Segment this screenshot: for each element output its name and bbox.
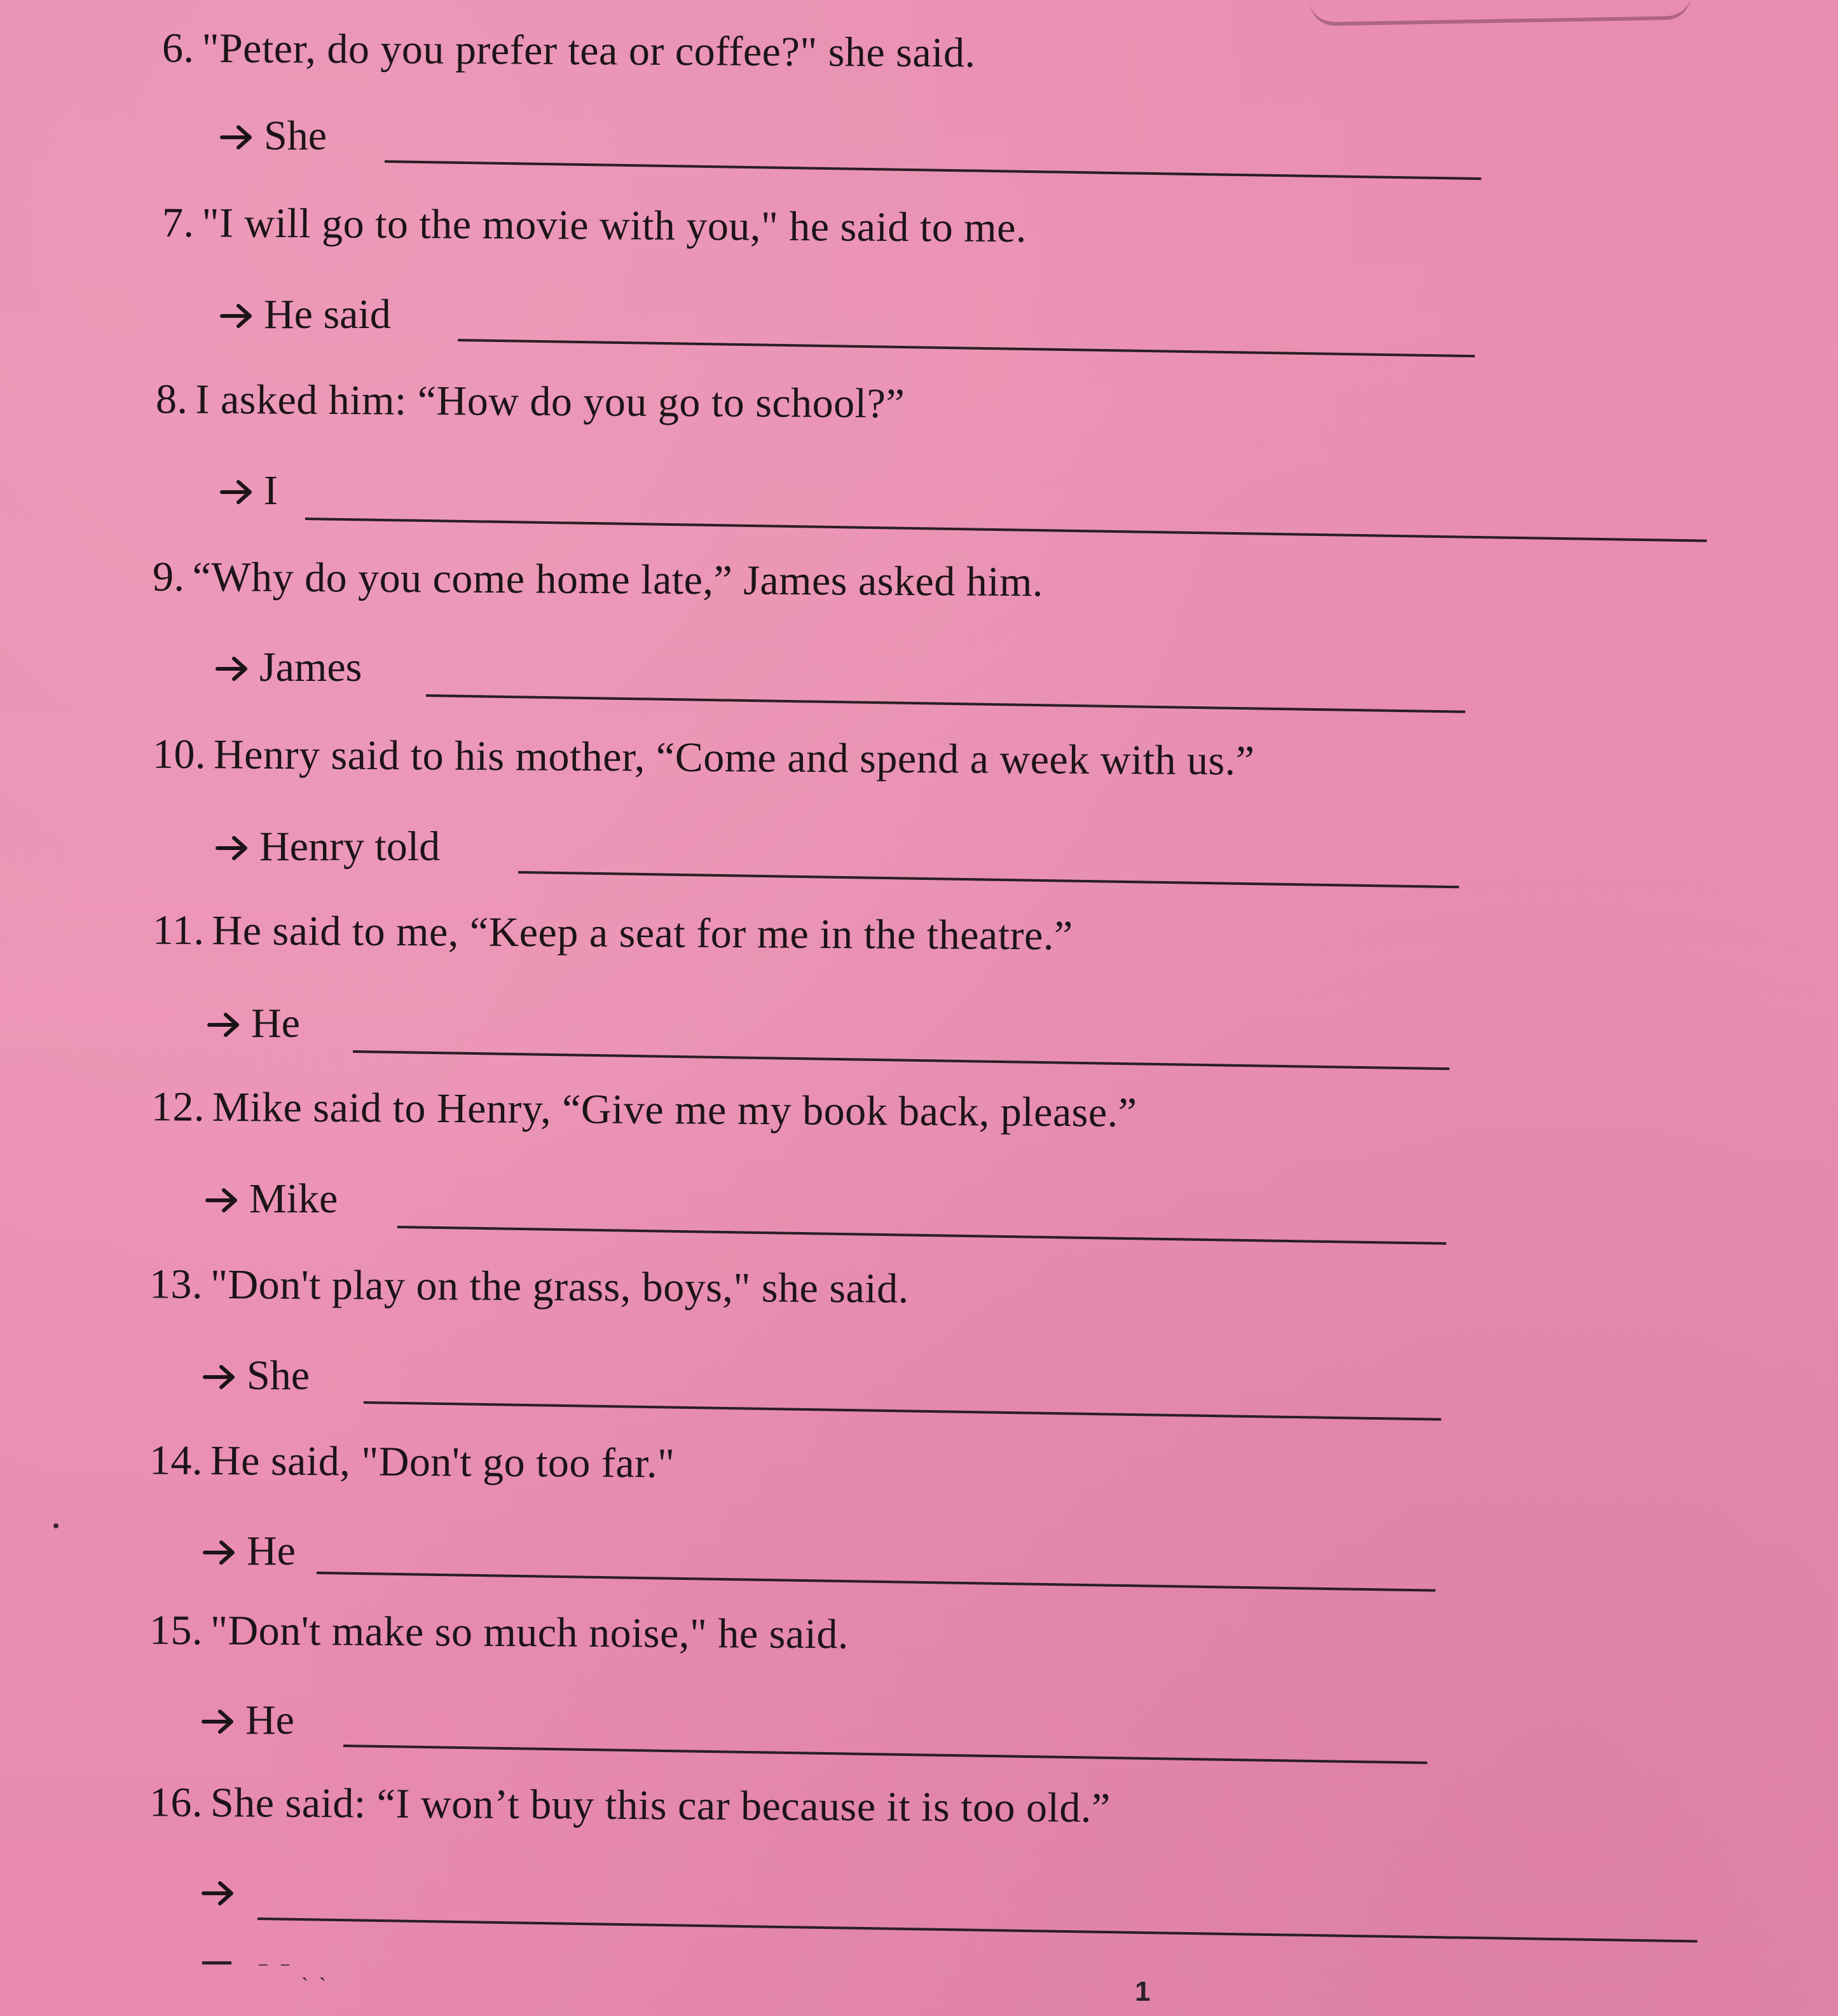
answer-row [219, 465, 278, 516]
answer-row [215, 642, 362, 693]
answer-line[interactable] [305, 518, 1707, 542]
exercise-7 [0, 194, 1838, 366]
answer-start: He [245, 1697, 294, 1743]
arrow-right-icon [215, 655, 250, 683]
page-number: 1 [1135, 1976, 1151, 2007]
question-text [162, 198, 1027, 254]
question-text [153, 729, 1255, 787]
question-number: 10. [152, 730, 207, 778]
exercise-6 [0, 19, 1838, 191]
question-number: 8. [155, 376, 188, 423]
question-text [149, 1605, 849, 1661]
question-number: 7. [161, 199, 195, 247]
answer-row [219, 111, 327, 161]
answer-start: He [247, 1528, 296, 1574]
answer-row [215, 821, 440, 872]
footer-marks: ⁻ ⁻ ˏ ˎ [257, 1958, 329, 1981]
answer-start: Mike [249, 1176, 338, 1222]
question-text [151, 1081, 1137, 1138]
question-sentence: "Don't make so much noise," he said. [210, 1607, 849, 1658]
answer-start: He said [264, 291, 391, 338]
exercise-8 [0, 370, 1838, 542]
arrow-right-icon [201, 1879, 237, 1907]
answer-line[interactable] [257, 1917, 1697, 1943]
exercise-10 [0, 726, 1838, 898]
question-number: 12. [151, 1083, 205, 1130]
question-sentence: "Don't play on the grass, boys," she said. [210, 1261, 909, 1312]
question-sentence: "I will go to the movie with you," he said to me. [202, 200, 1027, 252]
exercise-11 [0, 902, 1838, 1073]
arrow-right-icon [202, 1539, 238, 1567]
exercise-12 [0, 1078, 1838, 1250]
answer-row [201, 1695, 294, 1746]
answer-line[interactable] [426, 694, 1465, 713]
question-sentence: Henry said to his mother, “Come and spend a week with us.” [213, 731, 1255, 785]
answer-start: She [264, 113, 327, 159]
question-text [153, 552, 1043, 608]
answer-row [201, 1867, 245, 1917]
answer-start: She [247, 1352, 310, 1399]
question-sentence: “Why do you come home late,” James asked him. [192, 554, 1044, 606]
answer-line[interactable] [458, 339, 1475, 357]
question-number: 15. [149, 1607, 203, 1654]
question-text [162, 23, 976, 79]
answer-line[interactable] [343, 1745, 1427, 1764]
arrow-right-icon [215, 834, 250, 862]
answer-line[interactable] [317, 1572, 1436, 1592]
answer-row [205, 1174, 338, 1224]
question-text [156, 374, 905, 429]
stray-dot [53, 1523, 58, 1528]
question-sentence: "Peter, do you prefer tea or coffee?" she said. [202, 25, 976, 76]
arrow-right-icon [219, 478, 255, 506]
answer-line[interactable] [364, 1401, 1441, 1421]
question-text [149, 1435, 675, 1489]
exercise-9 [0, 548, 1838, 720]
answer-row [202, 1350, 310, 1401]
exercise-16 [0, 1774, 1838, 1945]
question-number: 13. [149, 1261, 203, 1308]
question-number: 6. [161, 25, 195, 72]
arrow-right-icon [201, 1708, 237, 1736]
question-number: 9. [152, 553, 185, 601]
exercise-13 [0, 1255, 1838, 1427]
answer-line[interactable] [385, 160, 1481, 180]
answer-line[interactable] [353, 1050, 1450, 1070]
question-sentence: He said, "Don't go too far." [210, 1437, 675, 1487]
arrow-right-icon [202, 1363, 238, 1391]
question-sentence: Mike said to Henry, “Give me my book back, please.” [212, 1083, 1137, 1136]
question-sentence: He said to me, “Keep a seat for me in the theatre.” [212, 907, 1073, 959]
answer-start: James [259, 644, 362, 690]
question-sentence: I asked him: “How do you go to school?” [195, 376, 905, 427]
answer-line[interactable] [397, 1226, 1446, 1245]
answer-row [207, 998, 300, 1049]
answer-row [202, 1526, 296, 1577]
answer-start: He [251, 1000, 300, 1046]
question-number: 16. [149, 1779, 203, 1826]
question-text [149, 1259, 909, 1314]
answer-row [219, 289, 391, 340]
arrow-right-icon [219, 302, 255, 330]
exercise-14 [0, 1430, 1838, 1602]
arrow-right-icon [219, 123, 255, 151]
answer-line[interactable] [518, 871, 1459, 888]
question-number: 11. [152, 907, 205, 954]
footer-dash [202, 1961, 231, 1965]
question-number: 14. [149, 1437, 203, 1484]
question-sentence: She said: “I won’t buy this car because it is too old.” [210, 1779, 1111, 1832]
answer-start: Henry told [259, 823, 441, 870]
question-text [153, 905, 1073, 962]
arrow-right-icon [207, 1011, 242, 1039]
arrow-right-icon [205, 1186, 240, 1214]
exercise-15 [0, 1601, 1838, 1773]
answer-start: I [264, 467, 278, 514]
question-text [149, 1777, 1111, 1834]
